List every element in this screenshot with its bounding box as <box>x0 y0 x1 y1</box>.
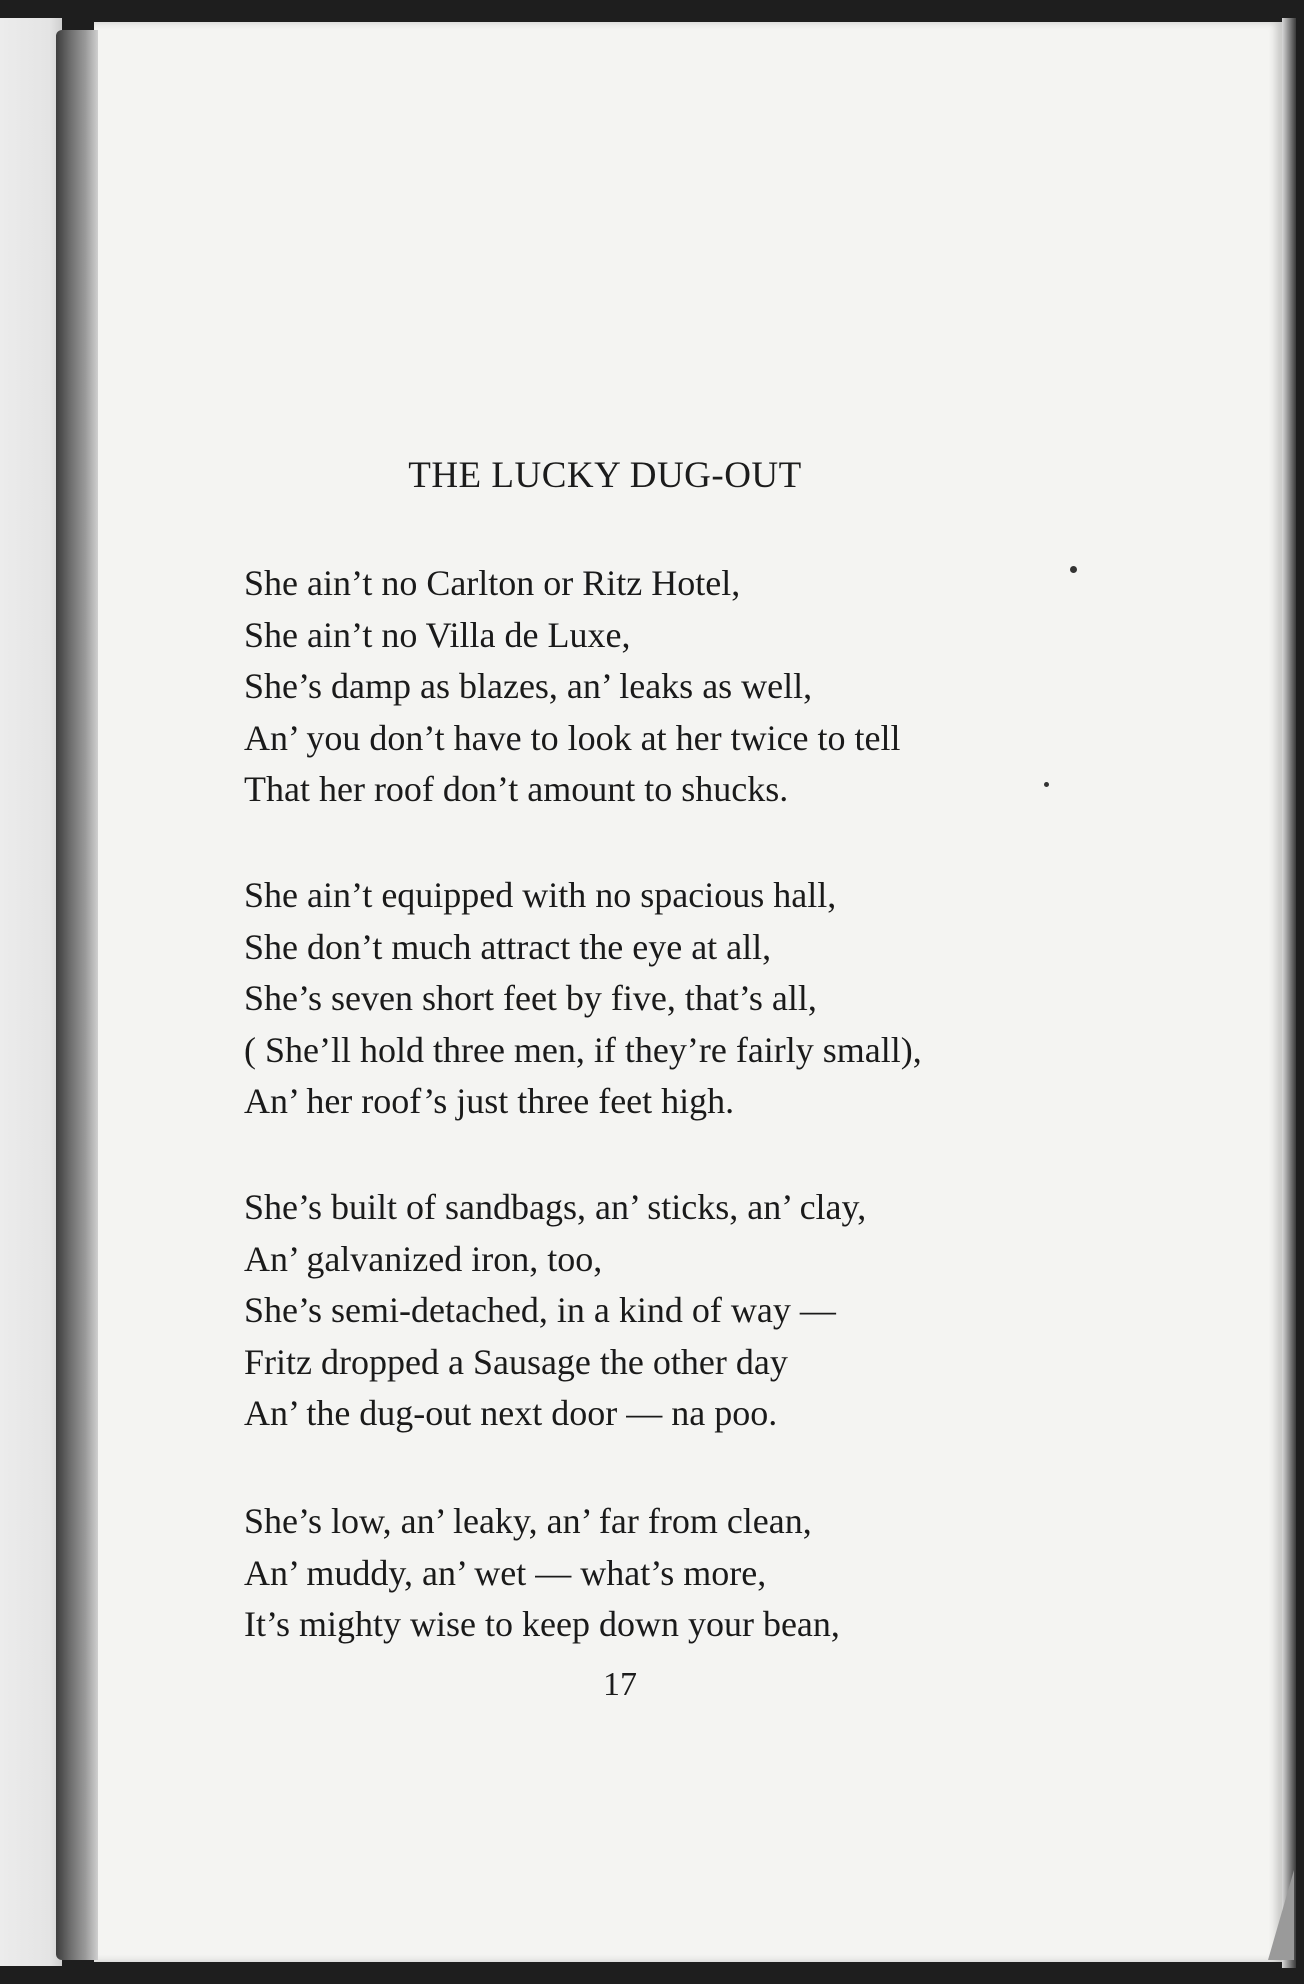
poem-line: She’s low, an’ leaky, an’ far from clean, <box>244 1501 812 1541</box>
page-right-edge <box>1282 18 1296 1968</box>
poem-line: An’ galvanized iron, too, <box>244 1238 603 1279</box>
poem-line: She’s semi-detached, in a kind of way — <box>244 1290 836 1330</box>
poem-line: She ain’t equipped with no spacious hall, <box>244 875 837 915</box>
poem-line: She ain’t no Carlton or Ritz Hotel, <box>244 563 741 603</box>
page-corner-curl <box>1268 1870 1294 1960</box>
poem-line: That her roof don’t amount to shucks. <box>244 769 789 809</box>
page-number: 17 <box>603 1666 637 1703</box>
poem-line: ( She’ll hold three men, if they’re fairly small), <box>244 1029 922 1070</box>
stanza-3 <box>244 1182 1064 1440</box>
stanza-4 <box>244 1496 1064 1651</box>
poem-line: An’ muddy, an’ wet — what’s more, <box>244 1552 767 1593</box>
ink-speck <box>1070 566 1077 573</box>
poem-line: An’ the dug-out next door — na poo. <box>244 1393 778 1433</box>
poem-line: An’ her roof’s just three feet high. <box>244 1081 735 1121</box>
poem-line: An’ you don’t have to look at her twice to tell <box>244 717 901 758</box>
poem-line: She’s damp as blazes, an’ leaks as well, <box>244 666 813 706</box>
poem-line: She’s built of sandbags, an’ sticks, an’ clay, <box>244 1187 867 1227</box>
stanza-1 <box>244 558 1064 816</box>
poem-line: She ain’t no Villa de Luxe, <box>244 614 631 655</box>
facing-page-edge <box>0 18 62 1966</box>
poem-line: She’s seven short feet by five, that’s all, <box>244 978 817 1018</box>
poem-title: THE LUCKY DUG-OUT <box>408 455 802 496</box>
stanza-2 <box>244 870 1064 1128</box>
page-gutter-shadow <box>56 30 98 1960</box>
poem-line: She don’t much attract the eye at all, <box>244 926 772 967</box>
poem-line: Fritz dropped a Sausage the other day <box>244 1341 788 1382</box>
poem-line: It’s mighty wise to keep down your bean, <box>244 1604 840 1644</box>
